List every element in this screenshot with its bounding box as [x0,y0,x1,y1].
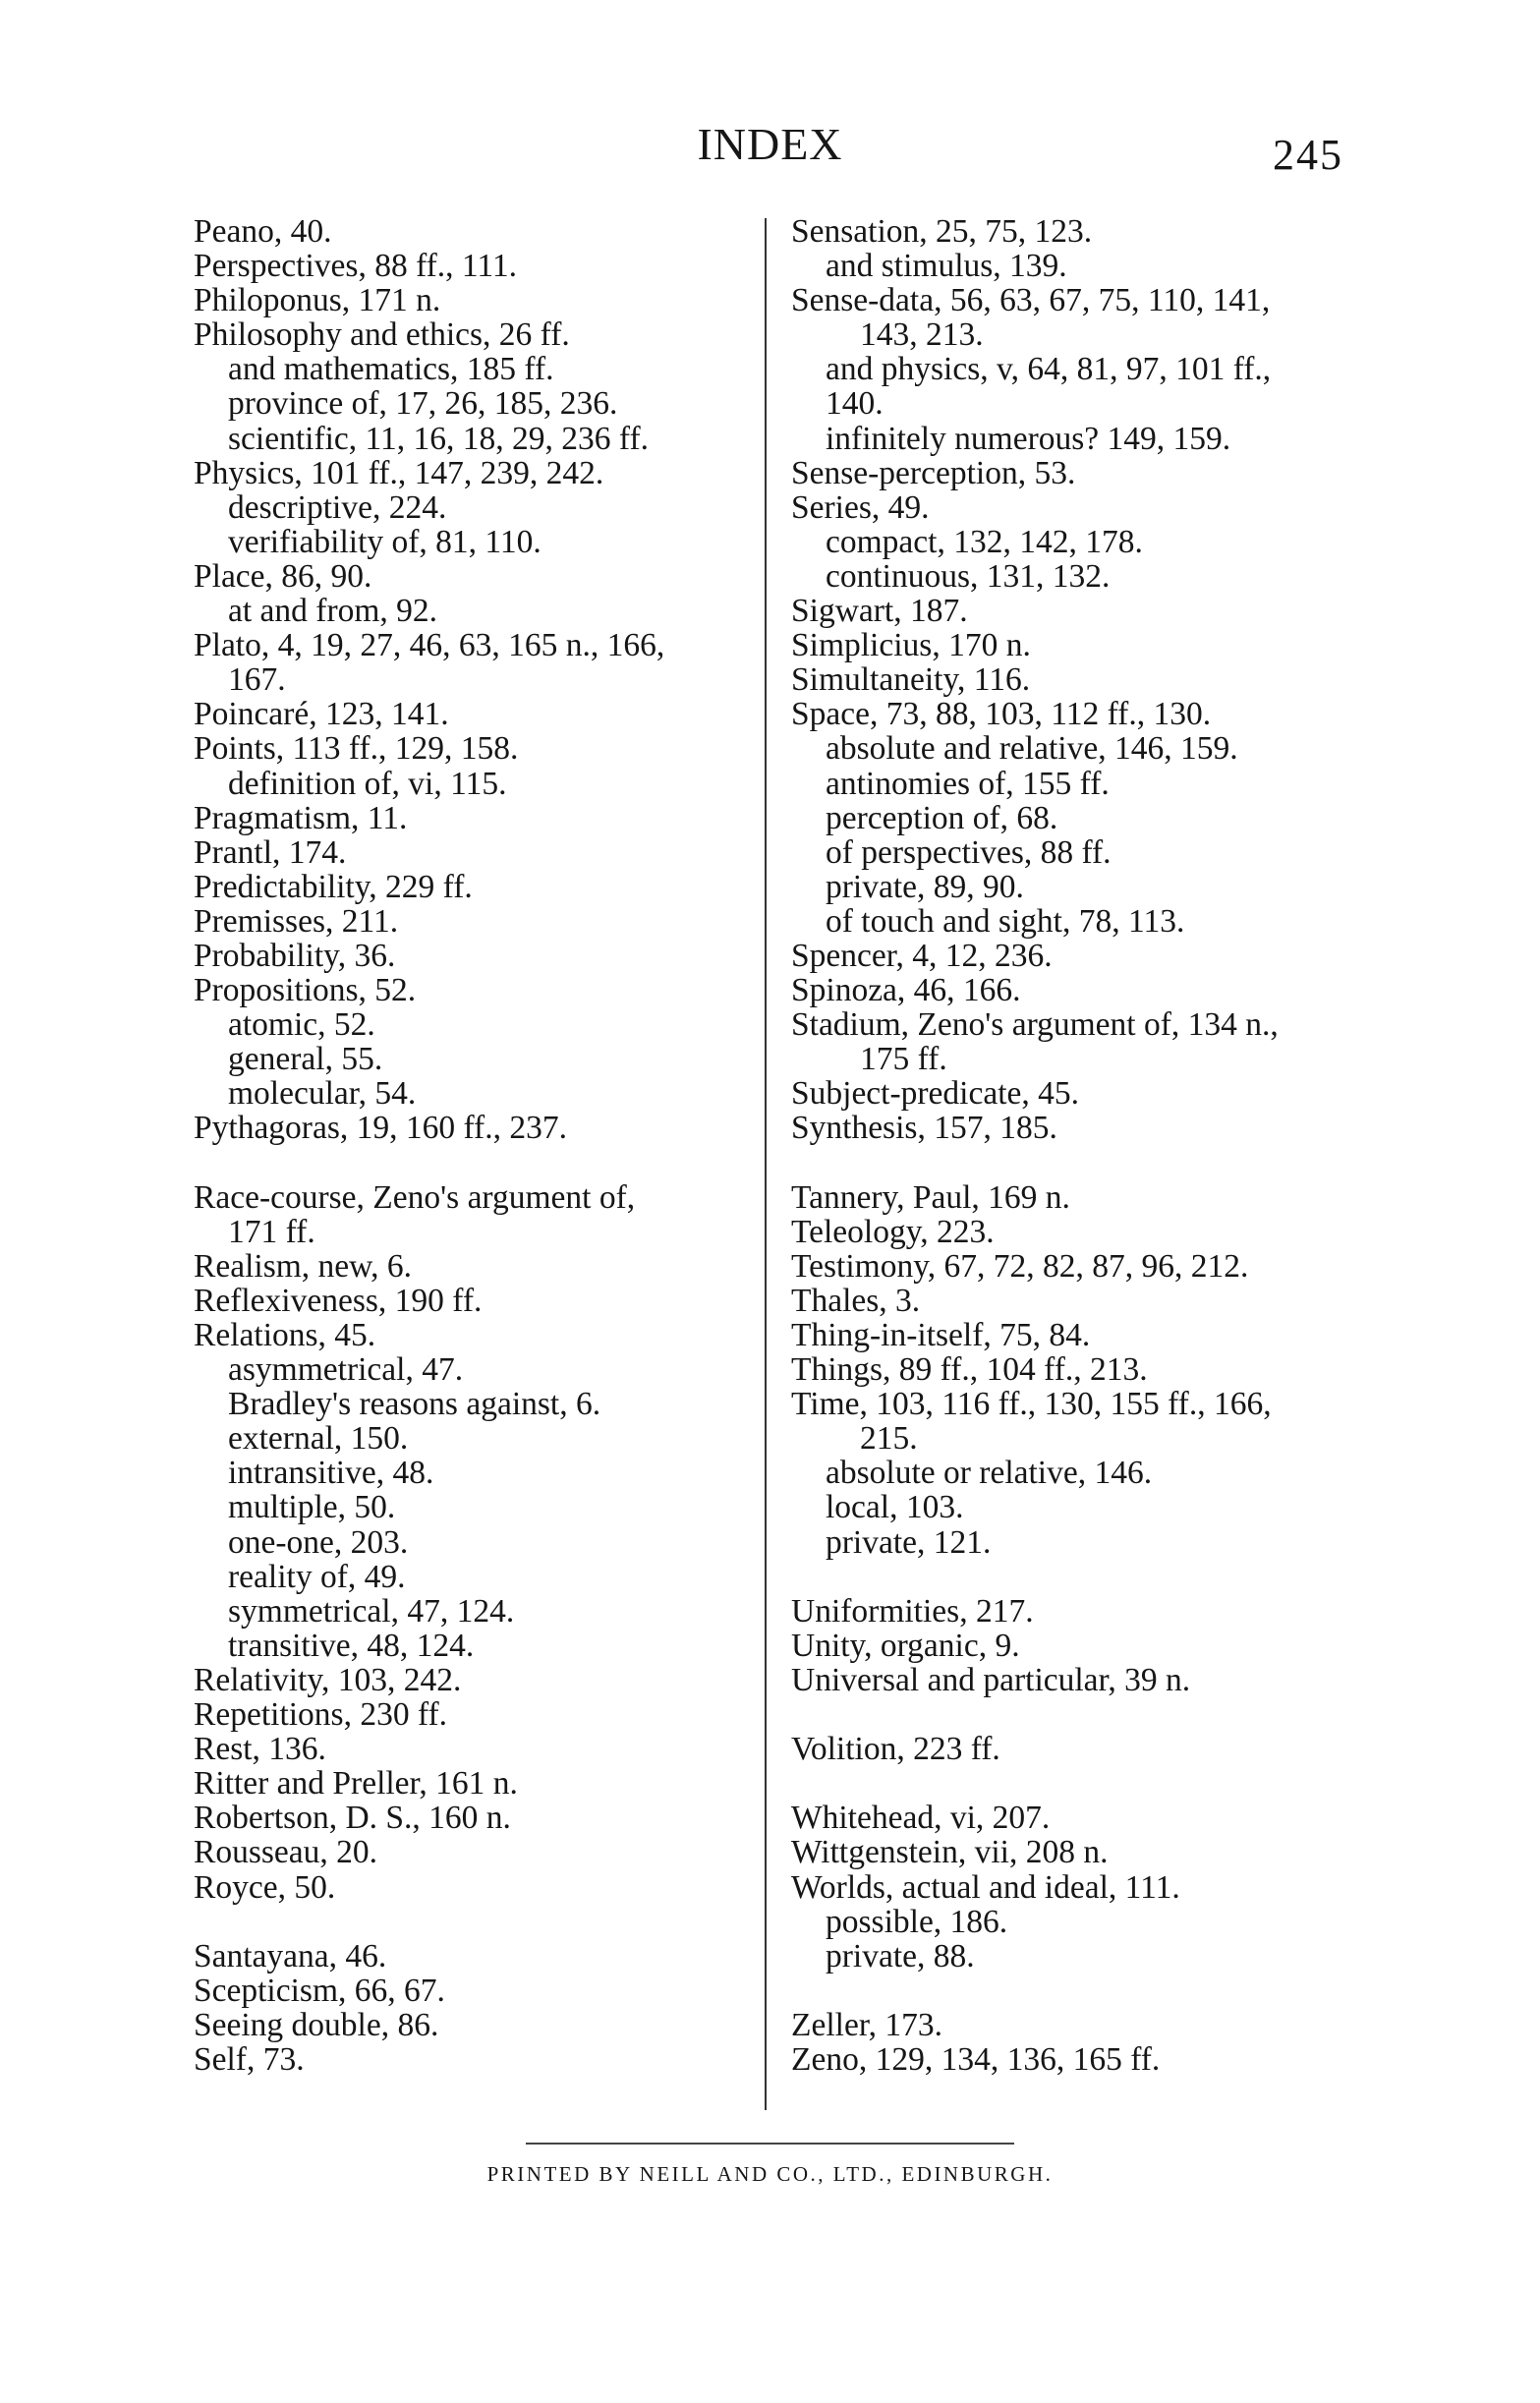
printer-imprint: PRINTED BY NEILL AND CO., LTD., EDINBURGH. [486,2162,1054,2186]
index-subentry: and mathematics, 185 ff. [228,351,554,388]
index-entry: Seeing double, 86. [194,2006,439,2043]
index-subentry: of touch and sight, 78, 113. [826,902,1185,940]
imprint-rule [526,2143,1014,2145]
index-entry: Tannery, Paul, 169 n. [791,1178,1070,1216]
index-entry: Thales, 3. [791,1282,921,1319]
index-column-right [791,214,1361,2077]
index-subentry: and physics, v, 64, 81, 97, 101 ff., [826,351,1272,388]
index-subentry: scientific, 11, 16, 18, 29, 236 ff. [228,420,649,457]
index-entry: Physics, 101 ff., 147, 239, 242. [194,454,604,491]
entry-gap [194,1905,749,1939]
index-subentry: external, 150. [228,1420,409,1458]
index-subentry: at and from, 92. [228,593,438,630]
index-entry: Philoponus, 171 n. [194,282,441,319]
index-entry: Whitehead, vi, 207. [791,1800,1051,1837]
index-entry: Simplicius, 170 n. [791,627,1031,664]
index-entry: Reflexiveness, 190 ff. [194,1282,483,1319]
entry-gap [791,1766,1361,1801]
index-entry: Santayana, 46. [194,1937,387,1974]
index-entry: Robertson, D. S., 160 n. [194,1800,511,1837]
index-subentry: 215. [860,1420,918,1458]
index-entry: Predictability, 229 ff. [194,868,473,905]
index-entry: Universal and particular, 39 n. [791,1661,1191,1698]
index-column-left [194,214,749,2077]
index-entry: Ritter and Preller, 161 n. [194,1765,518,1802]
index-subentry: general, 55. [228,1041,383,1078]
entry-gap [791,1974,1361,2008]
index-subentry: and stimulus, 139. [826,248,1067,285]
index-subentry: private, 89, 90. [826,868,1024,905]
index-subentry: absolute and relative, 146, 159. [826,730,1238,768]
index-subentry: province of, 17, 26, 185, 236. [228,385,618,423]
index-entry: Sensation, 25, 75, 123. [791,213,1093,250]
index-entry: Repetitions, 230 ff. [194,1696,448,1734]
index-subentry: 143, 213. [860,316,984,354]
index-entry: Scepticism, 66, 67. [194,1972,445,2009]
index-subentry: reality of, 49. [228,1558,406,1595]
index-entry: Teleology, 223. [791,1213,995,1250]
index-subentry: possible, 186. [826,1903,1008,1940]
index-entry: Poincaré, 123, 141. [194,696,449,733]
index-entry: Premisses, 211. [194,902,399,940]
index-subentry: intransitive, 48. [228,1455,434,1492]
index-subentry: local, 103. [826,1489,964,1526]
index-entry: Space, 73, 88, 103, 112 ff., 130. [791,696,1212,733]
index-entry: Realism, new, 6. [194,1247,413,1285]
index-subentry: transitive, 48, 124. [228,1627,475,1664]
index-entry: Thing-in-itself, 75, 84. [791,1317,1091,1353]
index-subentry: absolute or relative, 146. [826,1455,1153,1492]
index-subentry: 175 ff. [860,1041,947,1078]
index-entry: Time, 103, 116 ff., 130, 155 ff., 166, [791,1386,1272,1423]
index-entry: Subject-predicate, 45. [791,1075,1080,1113]
index-entry: Wittgenstein, vii, 208 n. [791,1834,1109,1871]
index-entry: Peano, 40. [194,213,332,250]
index-entry: Things, 89 ff., 104 ff., 213. [791,1351,1148,1389]
entry-gap [791,1560,1361,1594]
index-entry: Relations, 45. [194,1317,376,1353]
column-divider [765,218,767,2110]
index-subentry: Bradley's reasons against, 6. [228,1386,601,1423]
index-entry: Race-course, Zeno's argument of, [194,1178,636,1216]
index-entry: Rousseau, 20. [194,1834,378,1871]
index-entry: Zeller, 173. [791,2006,943,2043]
index-subentry: verifiability of, 81, 110. [228,523,542,560]
index-entry: Sigwart, 187. [791,593,968,630]
page-title: INDEX [697,119,843,169]
index-subentry: antinomies of, 155 ff. [826,765,1110,802]
index-entry: Spinoza, 46, 166. [791,972,1021,1009]
page-number: 245 [1273,131,1343,179]
index-entry: Synthesis, 157, 185. [791,1110,1057,1147]
index-subentry: perception of, 68. [826,799,1058,836]
index-subentry: 167. [228,661,286,699]
index-subentry: multiple, 50. [228,1489,396,1526]
index-subentry: compact, 132, 142, 178. [826,523,1143,560]
index-entry: Rest, 136. [194,1731,326,1768]
index-subentry: molecular, 54. [228,1075,417,1113]
index-subentry: atomic, 52. [228,1006,375,1044]
index-entry: Zeno, 129, 134, 136, 165 ff. [791,2040,1161,2078]
index-entry: Points, 113 ff., 129, 158. [194,730,519,768]
index-entry: Worlds, actual and ideal, 111. [791,1868,1180,1906]
index-entry: Volition, 223 ff. [791,1731,1000,1768]
index-entry: Place, 86, 90. [194,557,372,595]
index-entry: Unity, organic, 9. [791,1627,1020,1664]
index-subentry: continuous, 131, 132. [826,557,1111,595]
index-entry: Probability, 36. [194,937,396,974]
index-subentry: symmetrical, 47, 124. [228,1592,515,1630]
index-subentry: one-one, 203. [228,1523,409,1561]
index-entry: Testimony, 67, 72, 82, 87, 96, 212. [791,1247,1249,1285]
index-entry: Propositions, 52. [194,972,417,1009]
index-subentry: private, 121. [826,1523,992,1561]
index-subentry: of perspectives, 88 ff. [826,833,1112,871]
entry-gap [791,1697,1361,1732]
index-subentry: definition of, vi, 115. [228,765,507,802]
index-entry: Philosophy and ethics, 26 ff. [194,316,570,354]
index-entry: Pythagoras, 19, 160 ff., 237. [194,1110,567,1147]
index-entry: Plato, 4, 19, 27, 46, 63, 165 n., 166, [194,627,665,664]
index-entry: Pragmatism, 11. [194,799,408,836]
index-entry: Stadium, Zeno's argument of, 134 n., [791,1006,1279,1044]
index-entry: Relativity, 103, 242. [194,1661,462,1698]
index-entry: Spencer, 4, 12, 236. [791,937,1053,974]
index-entry: Self, 73. [194,2040,305,2078]
index-entry: Series, 49. [791,488,930,526]
index-entry: Perspectives, 88 ff., 111. [194,248,518,285]
index-entry: Prantl, 174. [194,833,347,871]
index-entry: Simultaneity, 116. [791,661,1031,699]
index-entry: Royce, 50. [194,1868,336,1906]
index-subentry: descriptive, 224. [228,488,447,526]
index-subentry: private, 88. [826,1937,975,1974]
index-entry: Sense-perception, 53. [791,454,1076,491]
index-subentry: 140. [826,385,884,423]
index-entry: Uniformities, 217. [791,1592,1034,1630]
entry-gap [194,1146,749,1180]
index-subentry: asymmetrical, 47. [228,1351,464,1389]
entry-gap [791,1146,1361,1180]
index-subentry: infinitely numerous? 149, 159. [826,420,1231,457]
index-entry: Sense-data, 56, 63, 67, 75, 110, 141, [791,282,1271,319]
index-subentry: 171 ff. [228,1213,315,1250]
